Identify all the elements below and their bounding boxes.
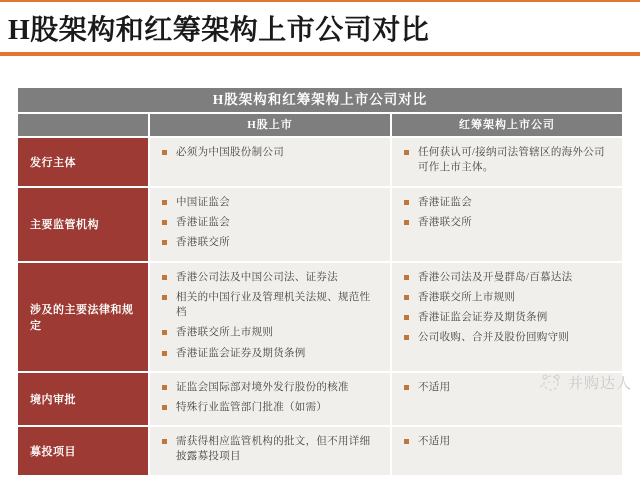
bullet-square-icon	[162, 220, 167, 225]
list-item	[404, 434, 612, 449]
watermark	[538, 372, 632, 393]
comparison-table	[18, 88, 622, 477]
table-row-fundraising-projects	[18, 427, 622, 474]
list-item-text: 香港公司法及开曼群岛/百慕达法	[418, 271, 573, 283]
bullet-square-icon	[162, 405, 167, 410]
list-item-text: 相关的中国行业及管理机关法规、规范性档	[176, 291, 371, 319]
row-label: 主要监管机构	[18, 188, 148, 261]
column-header-empty	[18, 114, 148, 136]
list-item	[404, 310, 612, 325]
watermark-text: 并购达人	[567, 376, 632, 392]
list-item	[404, 145, 612, 175]
list-item	[404, 290, 612, 305]
bullet-square-icon	[162, 275, 167, 280]
bullet-square-icon	[404, 385, 409, 390]
list-item-text: 香港证监会	[176, 217, 230, 229]
list-item	[162, 235, 380, 250]
list-item	[162, 215, 380, 230]
table-header-row	[18, 114, 622, 136]
list-item-text: 香港公司法及中国公司法、证券法	[176, 271, 338, 283]
list-item	[404, 195, 612, 210]
page-title: H股架构和红筹架构上市公司对比	[8, 15, 430, 46]
list-item-text: 香港证监会证券及期货条例	[418, 312, 548, 324]
bullet-square-icon	[404, 335, 409, 340]
column-header-h-share: H股上市	[150, 114, 390, 136]
row-label: 募投项目	[18, 427, 148, 474]
bullet-square-icon	[162, 385, 167, 390]
row-label: 涉及的主要法律和规定	[18, 263, 148, 371]
bullet-square-icon	[162, 200, 167, 205]
bullet-square-icon	[404, 200, 409, 205]
red-chip-cell	[392, 427, 622, 474]
list-item	[404, 215, 612, 230]
list-item-text: 不适用	[418, 381, 451, 393]
h-share-cell	[150, 373, 390, 425]
bullet-square-icon	[162, 295, 167, 300]
bullet-square-icon	[404, 439, 409, 444]
list-item-text: 证监会国际部对境外发行股份的核准	[176, 381, 349, 393]
list-item	[162, 195, 380, 210]
column-header-red-chip: 红筹架构上市公司	[392, 114, 622, 136]
watermark-logo-icon	[538, 373, 562, 393]
bullet-square-icon	[162, 351, 167, 356]
top-accent-rule	[0, 0, 640, 2]
list-item	[162, 434, 380, 464]
list-item-text: 公司收购、合并及股份回购守则	[418, 332, 570, 344]
list-item-text: 需获得相应监管机构的批文，但不用详细披露募投项目	[176, 436, 371, 463]
bullet-square-icon	[162, 439, 167, 444]
list-item-text: 香港联交所	[176, 237, 230, 249]
list-item-text: 香港联交所上市规则	[176, 327, 274, 339]
list-item	[404, 270, 612, 285]
list-item	[162, 400, 380, 415]
table-row-issuing-entity	[18, 138, 622, 186]
bullet-square-icon	[162, 240, 167, 245]
h-share-cell	[150, 263, 390, 371]
row-label: 境内审批	[18, 373, 148, 425]
bullet-square-icon	[404, 275, 409, 280]
table-row-domestic-approval	[18, 373, 622, 425]
bullet-square-icon	[404, 295, 409, 300]
table-row-regulators	[18, 188, 622, 261]
h-share-cell	[150, 138, 390, 186]
title-underline-rule	[0, 52, 640, 56]
list-item	[162, 380, 380, 395]
list-item	[162, 145, 380, 160]
h-share-cell	[150, 188, 390, 261]
bullet-square-icon	[404, 220, 409, 225]
bullet-square-icon	[162, 150, 167, 155]
list-item-text: 香港联交所上市规则	[418, 291, 516, 303]
bullet-square-icon	[404, 150, 409, 155]
red-chip-cell	[392, 138, 622, 186]
row-label: 发行主体	[18, 138, 148, 186]
h-share-cell	[150, 427, 390, 474]
list-item	[162, 325, 380, 340]
table-title: H股架构和红筹架构上市公司对比	[18, 88, 622, 112]
list-item-text: 中国证监会	[176, 197, 230, 208]
bullet-square-icon	[162, 330, 167, 335]
bullet-square-icon	[404, 315, 409, 320]
list-item-text: 必须为中国股份制公司	[176, 147, 284, 158]
list-item	[162, 346, 380, 361]
list-item-text: 香港证监会证券及期货条例	[176, 347, 306, 359]
list-item	[162, 290, 380, 320]
list-item-text: 特殊行业监管部门批准（如需）	[176, 401, 328, 413]
red-chip-cell	[392, 188, 622, 261]
list-item-text: 不适用	[418, 436, 451, 448]
list-item-text: 香港联交所	[418, 217, 472, 229]
red-chip-cell	[392, 263, 622, 371]
table-row-laws-regulations	[18, 263, 622, 371]
list-item	[404, 330, 612, 345]
list-item-text: 任何获认可/接纳司法管辖区的海外公司可作上市主体。	[418, 147, 605, 174]
list-item-text: 香港证监会	[418, 197, 472, 208]
list-item	[162, 270, 380, 285]
